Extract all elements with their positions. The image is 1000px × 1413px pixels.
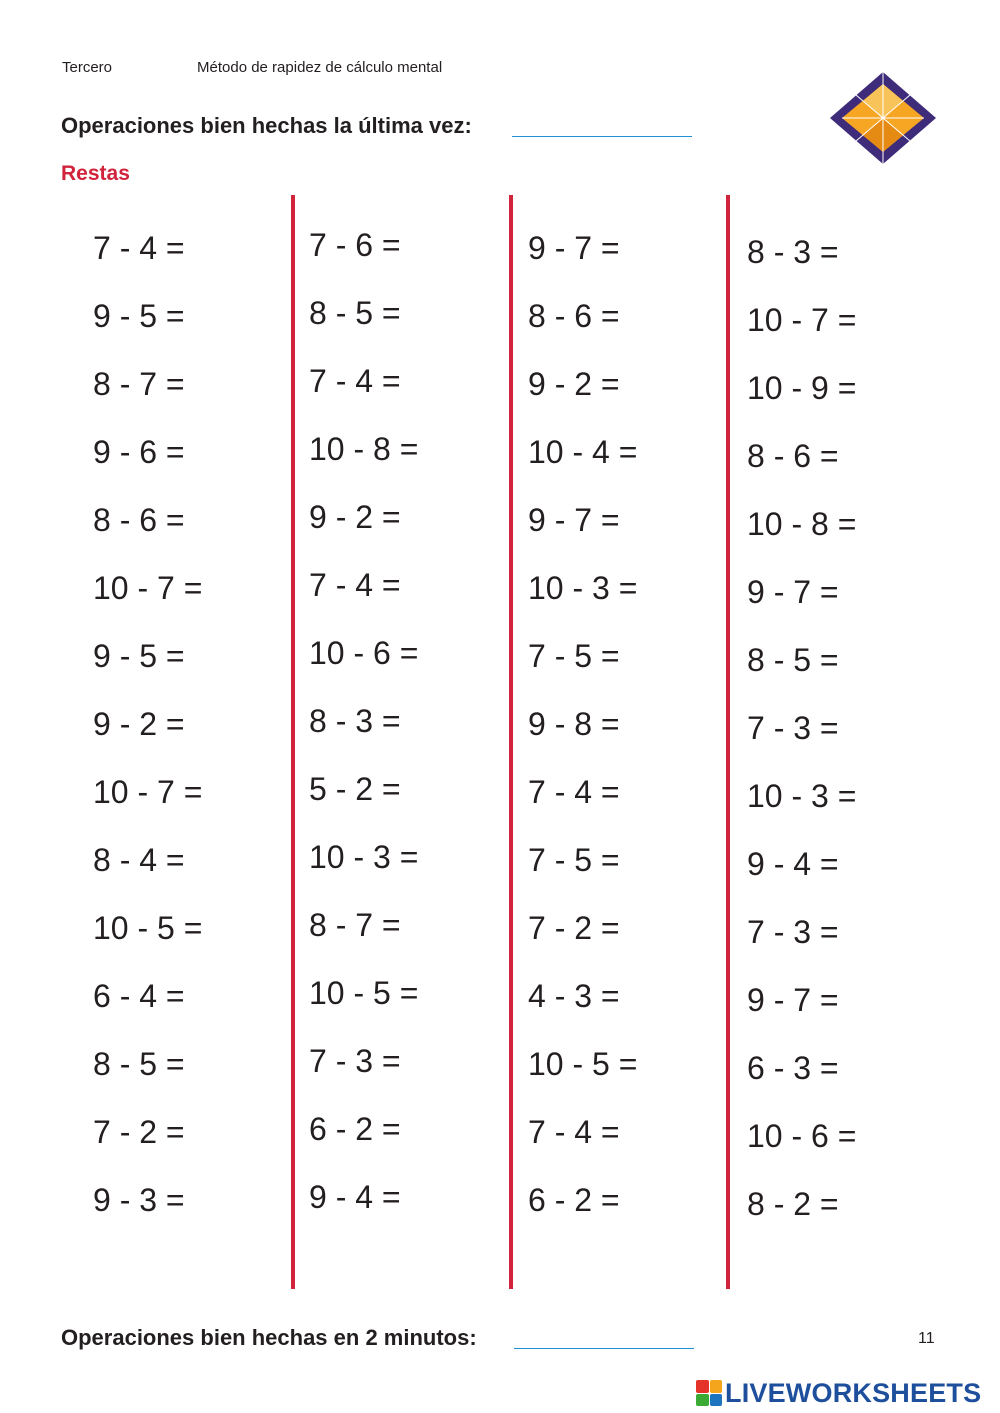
section-title: Restas (61, 162, 130, 185)
liveworksheets-badge-icon (696, 1380, 722, 1406)
subtraction-exercise: 7 - 6 = (309, 227, 401, 263)
subtraction-exercise: 7 - 4 = (528, 1114, 620, 1150)
subtraction-exercise: 4 - 3 = (528, 978, 620, 1014)
subtraction-exercise: 7 - 2 = (528, 910, 620, 946)
elquinet-logo-icon (828, 70, 938, 166)
column-divider (291, 195, 295, 1289)
subtraction-exercise: 9 - 8 = (528, 706, 620, 742)
last-time-answer-field[interactable] (512, 136, 692, 137)
subtraction-exercise: 8 - 3 = (747, 234, 839, 270)
subtraction-exercise: 10 - 9 = (747, 370, 857, 406)
subtraction-exercise: 10 - 6 = (747, 1118, 857, 1154)
subtraction-exercise: 9 - 4 = (747, 846, 839, 882)
subtraction-exercise: 9 - 7 = (747, 982, 839, 1018)
grade-label: Tercero (62, 59, 113, 76)
brand-text: LIVEWORKSHEETS (725, 1377, 982, 1408)
subtraction-exercise: 10 - 5 = (93, 910, 203, 946)
subtraction-exercise: 9 - 3 = (93, 1182, 185, 1218)
column-divider (509, 195, 513, 1289)
worksheet-subtitle: Método de rapidez de cálculo mental (197, 59, 443, 76)
subtraction-exercise: 9 - 4 = (309, 1179, 401, 1215)
liveworksheets-brand[interactable] (696, 1376, 981, 1410)
subtraction-exercise: 10 - 7 = (747, 302, 857, 338)
subtraction-exercise: 7 - 3 = (309, 1043, 401, 1079)
subtraction-exercise: 8 - 7 = (309, 907, 401, 943)
subtraction-exercise: 8 - 5 = (747, 642, 839, 678)
subtraction-exercise: 9 - 7 = (528, 502, 620, 538)
subtraction-exercise: 6 - 2 = (309, 1111, 401, 1147)
subtraction-exercise: 9 - 2 = (93, 706, 185, 742)
subtraction-exercise: 10 - 8 = (747, 506, 857, 542)
subtraction-exercise: 9 - 2 = (528, 366, 620, 402)
two-minute-score-label: Operaciones bien hechas en 2 minutos: (61, 1325, 477, 1350)
subtraction-exercise: 6 - 3 = (747, 1050, 839, 1086)
subtraction-exercise: 7 - 3 = (747, 710, 839, 746)
subtraction-exercise: 9 - 7 = (528, 230, 620, 266)
subtraction-exercise: 8 - 5 = (93, 1046, 185, 1082)
subtraction-exercise: 8 - 6 = (528, 298, 620, 334)
subtraction-exercise: 10 - 3 = (309, 839, 419, 875)
subtraction-exercise: 6 - 4 = (93, 978, 185, 1014)
subtraction-exercise: 10 - 8 = (309, 431, 419, 467)
subtraction-exercise: 8 - 3 = (309, 703, 401, 739)
subtraction-exercise: 8 - 4 = (93, 842, 185, 878)
subtraction-exercise: 9 - 7 = (747, 574, 839, 610)
last-time-label: Operaciones bien hechas la última vez: (61, 113, 472, 138)
subtraction-exercise: 5 - 2 = (309, 771, 401, 807)
subtraction-exercise: 9 - 5 = (93, 298, 185, 334)
subtraction-exercise: 10 - 3 = (747, 778, 857, 814)
subtraction-exercise: 8 - 7 = (93, 366, 185, 402)
subtraction-exercise: 8 - 2 = (747, 1186, 839, 1222)
subtraction-exercise: 10 - 6 = (309, 635, 419, 671)
subtraction-exercise: 8 - 6 = (747, 438, 839, 474)
page-number: 11 (918, 1330, 935, 1347)
subtraction-exercise: 9 - 2 = (309, 499, 401, 535)
subtraction-exercise: 7 - 5 = (528, 638, 620, 674)
subtraction-exercise: 10 - 4 = (528, 434, 638, 470)
subtraction-exercise: 10 - 3 = (528, 570, 638, 606)
column-divider (726, 195, 730, 1289)
subtraction-exercise: 10 - 7 = (93, 774, 203, 810)
subtraction-exercise: 6 - 2 = (528, 1182, 620, 1218)
subtraction-exercise: 9 - 5 = (93, 638, 185, 674)
subtraction-exercise: 7 - 3 = (747, 914, 839, 950)
subtraction-exercise: 10 - 5 = (528, 1046, 638, 1082)
subtraction-exercise: 10 - 5 = (309, 975, 419, 1011)
subtraction-exercise: 7 - 4 = (309, 363, 401, 399)
subtraction-exercise: 7 - 2 = (93, 1114, 185, 1150)
subtraction-exercise: 8 - 6 = (93, 502, 185, 538)
subtraction-exercise: 7 - 4 = (93, 230, 185, 266)
subtraction-exercise: 8 - 5 = (309, 295, 401, 331)
subtraction-exercise: 7 - 4 = (309, 567, 401, 603)
subtraction-exercise: 7 - 4 = (528, 774, 620, 810)
subtraction-exercise: 10 - 7 = (93, 570, 203, 606)
subtraction-exercise: 7 - 5 = (528, 842, 620, 878)
two-minute-score-field[interactable] (514, 1348, 694, 1349)
subtraction-exercise: 9 - 6 = (93, 434, 185, 470)
